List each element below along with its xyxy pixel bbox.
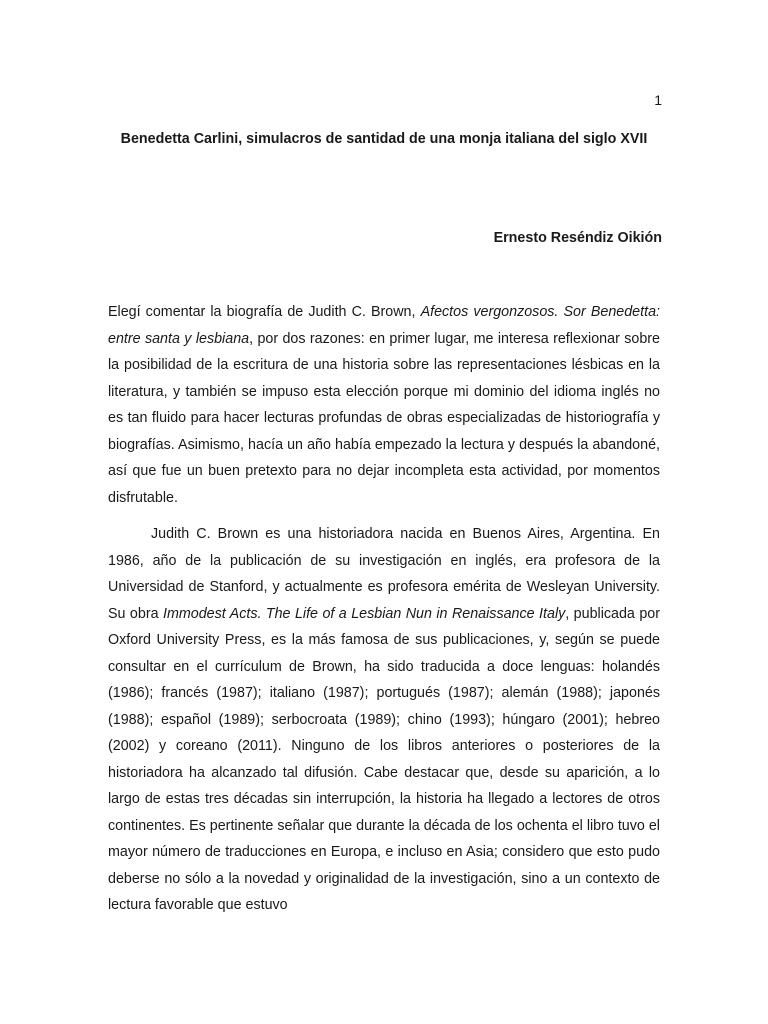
paragraph-2-text-b: , publicada por Oxford University Press, es la más famosa de sus publicaciones, y, según se puede consultar en el currículum de Brown, ha sido traducida a doce lenguas: holandés (1986); francés (1987); italiano (1987); portugués (1987); alemán (1988); japonés (1988); español (1989); serbocroata (1989); chino (1993); húngaro (2001); hebreo (2002) y coreano (2011). Ninguno de los libros anteriores o posteriores de la historiadora ha alcanzado tal difusión. Cabe destacar que, desde su aparición, a lo largo de estas tres décadas sin interrupción, la historia ha llegado a lectores de otros continentes. Es pertinente señalar que durante la década de los ochenta el libro tuvo el mayor número de traducciones en Europa, e incluso en Asia; considero que esto pudo deberse no sólo a la novedad y originalidad de la investigación, sino a un contexto de lectura favorable que estuvo — [108, 605, 660, 913]
paragraph-2-text-a: Judith C. Brown es una historiadora nacida en Buenos Aires, Argentina. En 1986, año de la publicación de su investigación en inglés, era profesora de la Universidad de Stanford, y actualmente es profesora emérita de Wesleyan University. Su obra — [108, 526, 660, 622]
paragraph-1 — [108, 299, 660, 511]
paragraph-1-text-b: , por dos razones: en primer lugar, me interesa reflexionar sobre la posibilidad de la escritura de una historia sobre las representaciones lésbicas en la literatura, y también se impuso esta elección porque mi dominio del idioma inglés no es tan fluido para hacer lecturas profundas de obras especializadas de historiografía y biografías. Asimismo, hacía un año había empezado la lectura y después la abandoné, así que fue un buen pretexto para no dejar incompleta esta actividad, por momentos disfrutable. — [108, 330, 660, 506]
paragraph-2-book-title: Immodest Acts. The Life of a Lesbian Nun in Renaissance Italy — [162, 605, 566, 622]
document-body — [108, 299, 660, 919]
page-number: 1 — [654, 92, 662, 108]
document-author: Ernesto Reséndiz Oikión — [493, 230, 662, 246]
paragraph-2 — [108, 521, 660, 919]
paragraph-1-book-title: Afectos vergonzosos. Sor Benedetta: entre santa y lesbiana — [108, 304, 660, 347]
document-title: Benedetta Carlini, simulacros de santidad de una monja italiana del siglo XVII — [120, 131, 648, 147]
paragraph-1-text-a: Elegí comentar la biografía de Judith C. Brown, — [108, 304, 421, 320]
